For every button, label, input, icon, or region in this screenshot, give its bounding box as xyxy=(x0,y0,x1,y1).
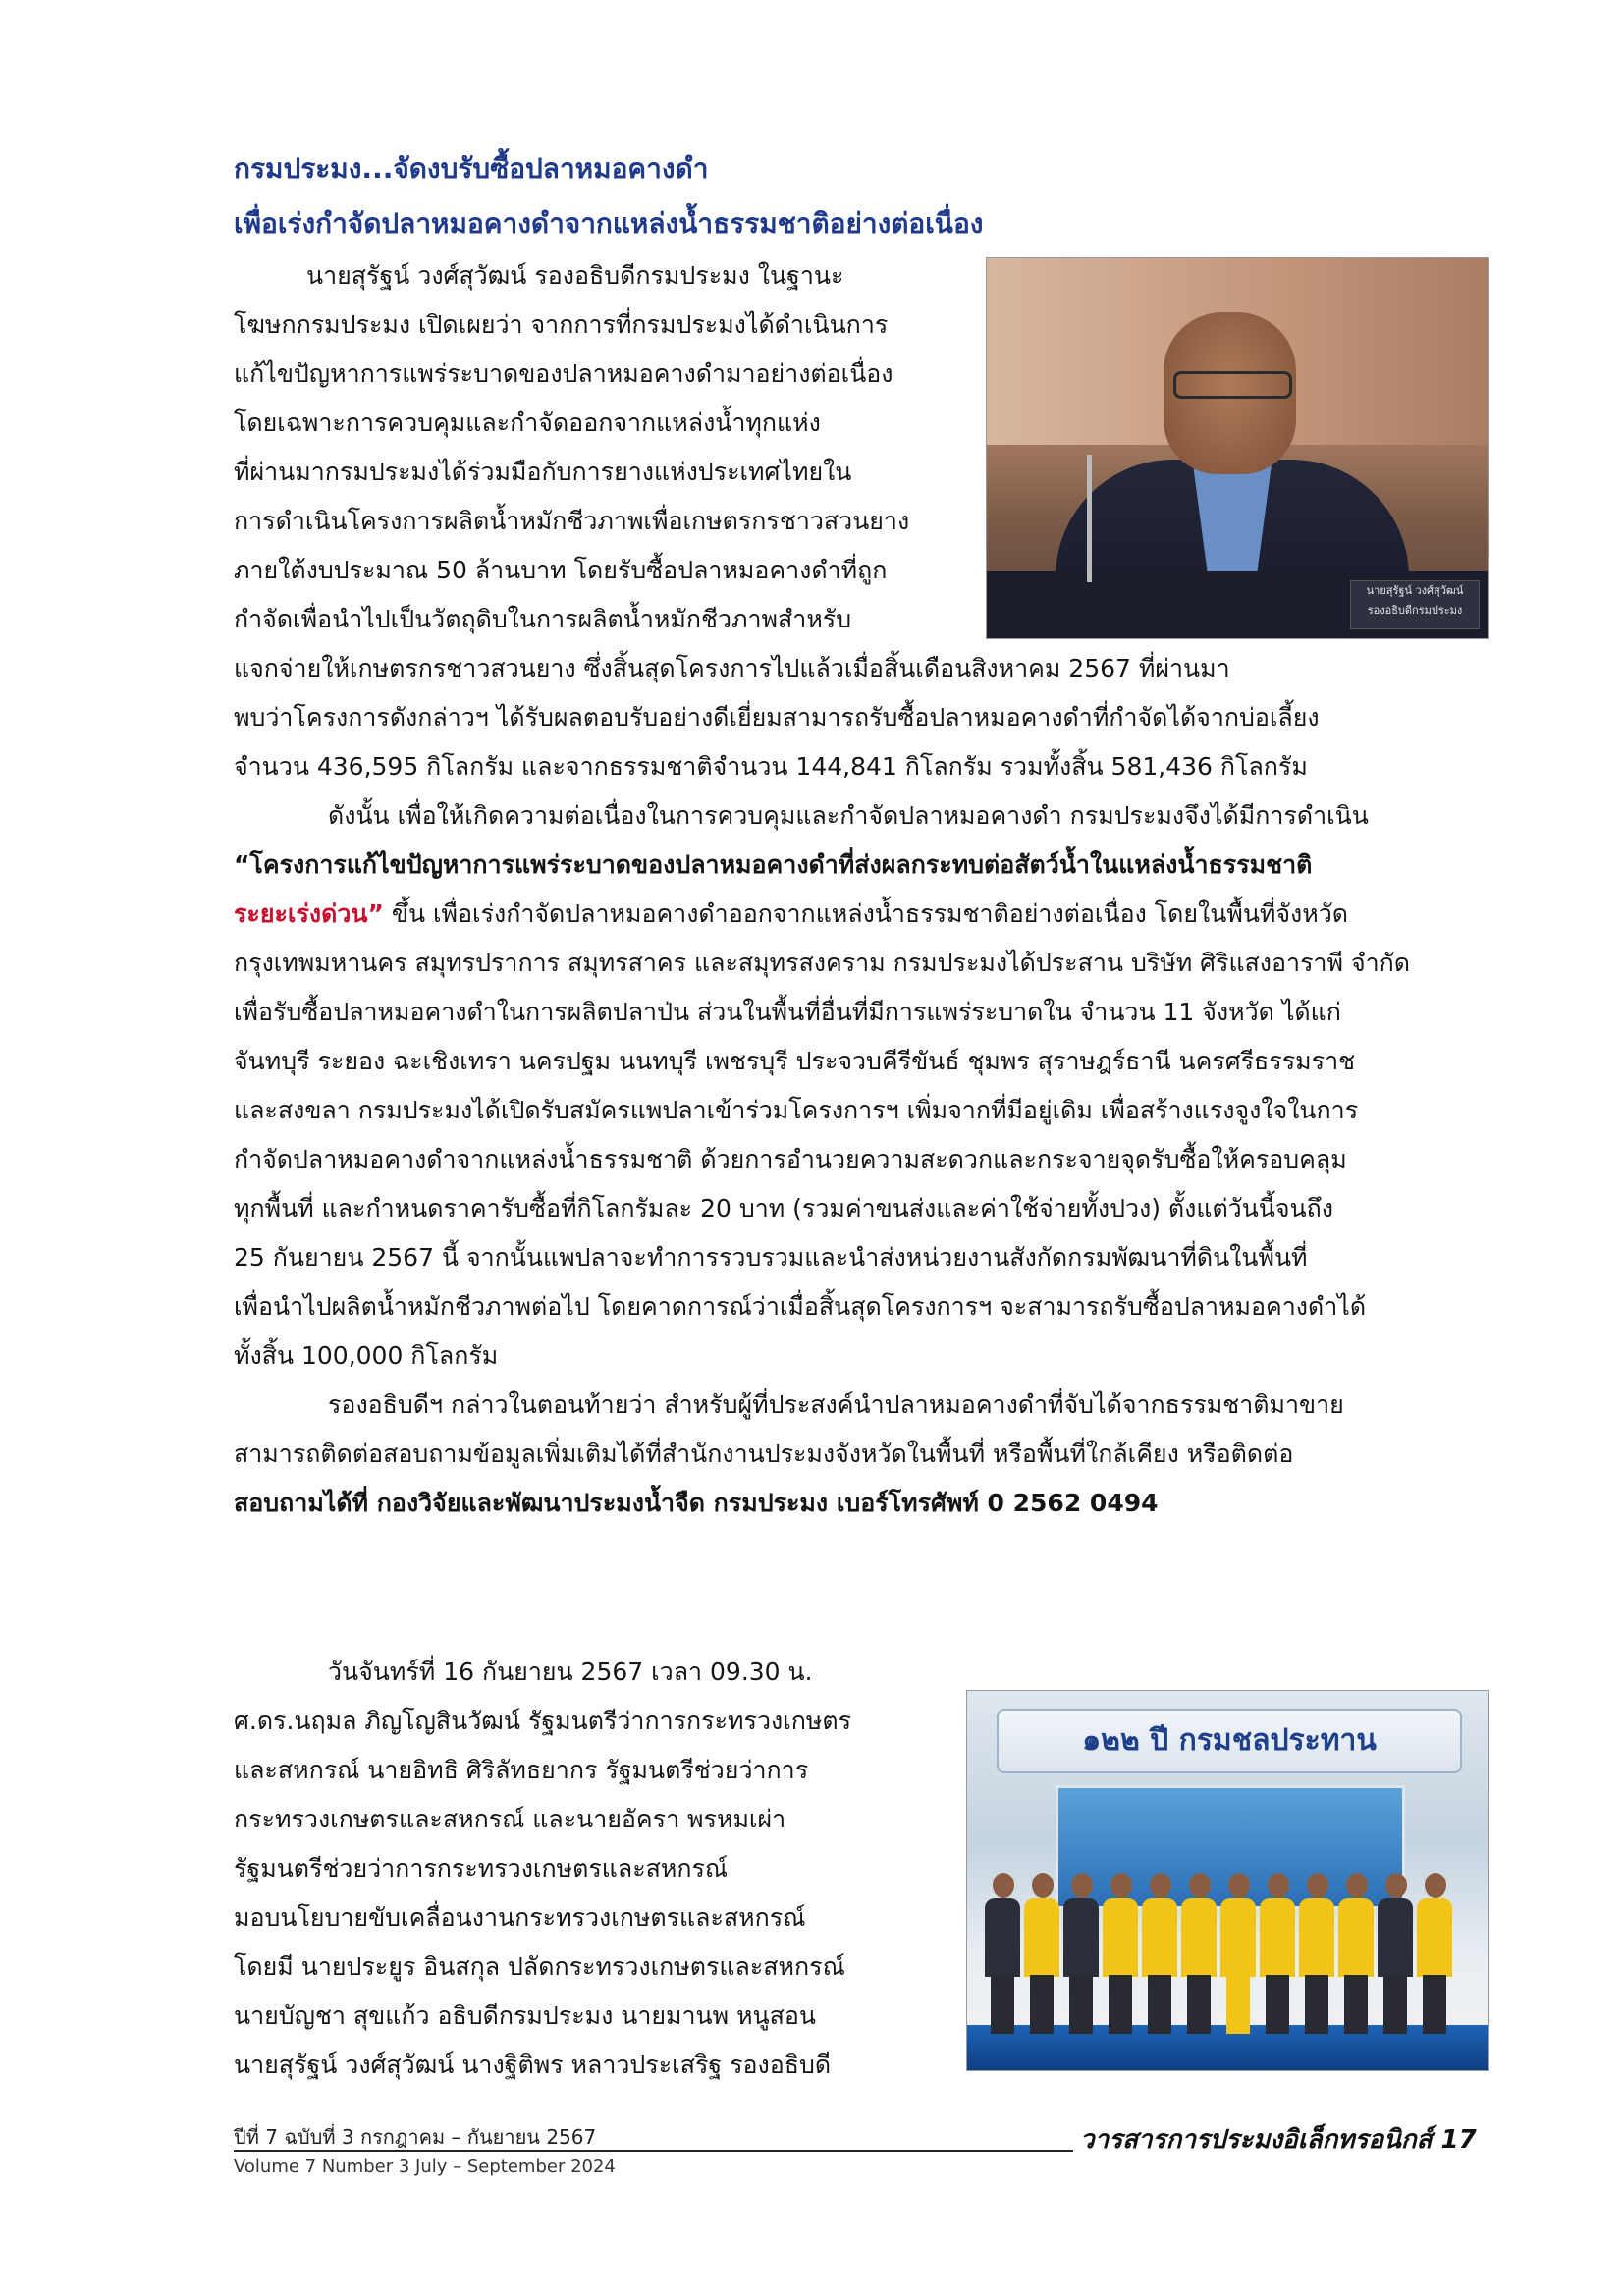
footer-journal-name: วารสารการประมงอิเล็กทรอนิกส์ 17 xyxy=(1080,2125,1477,2154)
footer-issue-thai: ปีที่ 7 ฉบับที่ 3 กรกฎาคม – กันยายน 2567 xyxy=(234,2125,597,2149)
paragraph-line: และสงขลา กรมประมงได้เปิดรับสมัครแพปลาเข้าร่วมโครงการฯ เพิ่มจากที่มีอยู่เดิม เพื่อสร้างแรงจูงใจในการ xyxy=(234,1096,1359,1124)
article-title-line-1: กรมประมง...จัดงบรับซื้อปลาหมอคางดำ xyxy=(234,152,709,185)
paragraph-line: นายบัญชา สุขแก้ว อธิบดีกรมประมง นายมานพ หนูสอน xyxy=(234,2001,817,2030)
project-name-line-1: “โครงการแก้ไขปัญหาการแพร่ระบาดของปลาหมอคางดำที่ส่งผลกระทบต่อสัตว์น้ำในแหล่งน้ำธรรมชาติ xyxy=(234,850,1313,879)
project-name-line-2: ระยะเร่งด่วน” xyxy=(234,899,384,928)
paragraph-line: เพื่อนำไปผลิตน้ำหมักชีวภาพต่อไป โดยคาดการณ์ว่าเมื่อสิ้นสุดโครงการฯ จะสามารถรับซื้อปลาหมอคางดำได้ xyxy=(234,1292,1367,1321)
footer-divider xyxy=(234,2150,1073,2152)
paragraph-line: นายสุรัฐน์ วงศ์สุวัฒน์ นางฐิติพร หลาวประเสริฐ รองอธิบดี xyxy=(234,2050,832,2079)
photo-sign-text: ๑๒๒ ปี กรมชลประทาน xyxy=(997,1709,1462,1773)
paragraph-line: กำจัดเพื่อนำไปเป็นวัตถุดิบในการผลิตน้ำหมักชีวภาพสำหรับ xyxy=(234,605,852,633)
paragraph-line: โฆษกกรมประมง เปิดเผยว่า จากการที่กรมประมงได้ดำเนินการ xyxy=(234,310,889,339)
photo-caption-name: นายสุรัฐน์ วงศ์สุวัฒน์ xyxy=(1366,584,1464,597)
paragraph-line: ทุกพื้นที่ และกำหนดราคารับซื้อที่กิโลกรัมละ 20 บาท (รวมค่าขนส่งและค่าใช้จ่ายทั้งปวง) ตั้งแต่วันนี้จนถึง xyxy=(234,1194,1333,1223)
paragraph-line: กระทรวงเกษตรและสหกรณ์ และนายอัครา พรหมเผ่า xyxy=(234,1805,786,1833)
paragraph-line: จำนวน 436,595 กิโลกรัม และจากธรรมชาติจำนวน 144,841 กิโลกรัม รวมทั้งสิ้น 581,436 กิโลกรัม xyxy=(234,752,1308,781)
paragraph-line: พบว่าโครงการดังกล่าวฯ ได้รับผลตอบรับอย่างดีเยี่ยมสามารถรับซื้อปลาหมอคางดำที่กำจัดได้จากบ่อเลี้ยง xyxy=(234,703,1320,732)
paragraph-line: แก้ไขปัญหาการแพร่ระบาดของปลาหมอคางดำมาอย่างต่อเนื่อง xyxy=(234,359,893,388)
paragraph-line-rest: ขึ้น เพื่อเร่งกำจัดปลาหมอคางดำออกจากแหล่งน้ำธรรมชาติอย่างต่อเนื่อง โดยในพื้นที่จังหวัด xyxy=(383,899,1348,928)
paragraph-line: โดยมี นายประยูร อินสกุล ปลัดกระทรวงเกษตรและสหกรณ์ xyxy=(234,1952,845,1981)
paragraph-line: ศ.ดร.นฤมล ภิญโญสินวัฒน์ รัฐมนตรีว่าการกระทรวงเกษตร xyxy=(234,1707,852,1735)
paragraph-line: 25 กันยายน 2567 นี้ จากนั้นแพปลาจะทำการรวบรวมและนำส่งหน่วยงานสังกัดกรมพัฒนาที่ดินในพื้นที่ xyxy=(234,1243,1308,1272)
deputy-director-photo xyxy=(986,257,1489,639)
paragraph-line: กำจัดปลาหมอคางดำจากแหล่งน้ำธรรมชาติ ด้วยการอำนวยความสะดวกและกระจายจุดรับซื้อให้ครอบคลุม xyxy=(234,1145,1347,1173)
article-title-line-2: เพื่อเร่งกำจัดปลาหมอคางดำจากแหล่งน้ำธรรมชาติอย่างต่อเนื่อง xyxy=(234,207,984,240)
paragraph-line: แจกจ่ายให้เกษตรกรชาวสวนยาง ซึ่งสิ้นสุดโครงการไปแล้วเมื่อสิ้นเดือนสิงหาคม 2567 ที่ผ่านมา xyxy=(234,654,1230,682)
paragraph-line: เพื่อรับซื้อปลาหมอคางดำในการผลิตปลาป่น ส่วนในพื้นที่อื่นที่มีการแพร่ระบาดใน จำนวน 11 จังหวัด ได้แก่ xyxy=(234,998,1341,1026)
paragraph-line: รองอธิบดีฯ กล่าวในตอนท้ายว่า สำหรับผู้ที่ประสงค์นำปลาหมอคางดำที่จับได้จากธรรมชาติมาขาย xyxy=(328,1390,1344,1419)
paragraph-line: นายสุรัฐน์ วงศ์สุวัฒน์ รองอธิบดีกรมประมง ในฐานะ xyxy=(306,261,844,290)
paragraph-line: โดยเฉพาะการควบคุมและกำจัดออกจากแหล่งน้ำทุกแห่ง xyxy=(234,408,821,437)
paragraph-line: สามารถติดต่อสอบถามข้อมูลเพิ่มเติมได้ที่สำนักงานประมงจังหวัดในพื้นที่ หรือพื้นที่ใกล้เคียง หรือติดต่อ xyxy=(234,1440,1294,1468)
paragraph-line: รัฐมนตรีช่วยว่าการกระทรวงเกษตรและสหกรณ์ xyxy=(234,1854,729,1882)
paragraph-line: วันจันทร์ที่ 16 กันยายน 2567 เวลา 09.30 น. xyxy=(328,1658,813,1686)
paragraph-line: กรุงเทพมหานคร สมุทรปราการ สมุทรสาคร และสมุทรสงคราม กรมประมงได้ประสาน บริษัท ศิริแสงอาราพี จำกัด xyxy=(234,949,1411,977)
photo-caption-role: รองอธิบดีกรมประมง xyxy=(1367,604,1463,617)
paragraph-line: จันทบุรี ระยอง ฉะเชิงเทรา นครปฐม นนทบุรี เพชรบุรี ประจวบคีรีขันธ์ ชุมพร สุราษฎร์ธานี นครศรีธรรมราช xyxy=(234,1047,1356,1075)
paragraph-line: ที่ผ่านมากรมประมงได้ร่วมมือกับการยางแห่งประเทศไทยใน xyxy=(234,458,852,486)
paragraph-line: การดำเนินโครงการผลิตน้ำหมักชีวภาพเพื่อเกษตรกรชาวสวนยาง xyxy=(234,507,910,535)
footer-issue-english: Volume 7 Number 3 July – September 2024 xyxy=(234,2156,616,2177)
paragraph-line: ภายใต้งบประมาณ 50 ล้านบาท โดยรับซื้อปลาหมอคางดำที่ถูก xyxy=(234,556,888,584)
paragraph-line: ทั้งสิ้น 100,000 กิโลกรัม xyxy=(234,1341,499,1370)
contact-line: สอบถามได้ที่ กองวิจัยและพัฒนาประมงน้ำจืด กรมประมง เบอร์โทรศัพท์ 0 2562 0494 xyxy=(234,1489,1159,1517)
paragraph-line xyxy=(234,901,1348,926)
paragraph-line: มอบนโยบายขับเคลื่อนงานกระทรวงเกษตรและสหกรณ์ xyxy=(234,1903,806,1932)
photo-nameplate xyxy=(1350,580,1480,629)
paragraph-line: และสหกรณ์ นายอิทธิ ศิริลัทธยากร รัฐมนตรีช่วยว่าการ xyxy=(234,1756,809,1784)
ministry-group-photo xyxy=(966,1690,1489,2071)
paragraph-line: ดังนั้น เพื่อให้เกิดความต่อเนื่องในการควบคุมและกำจัดปลาหมอคางดำ กรมประมงจึงได้มีการดำเนิน xyxy=(328,801,1369,830)
